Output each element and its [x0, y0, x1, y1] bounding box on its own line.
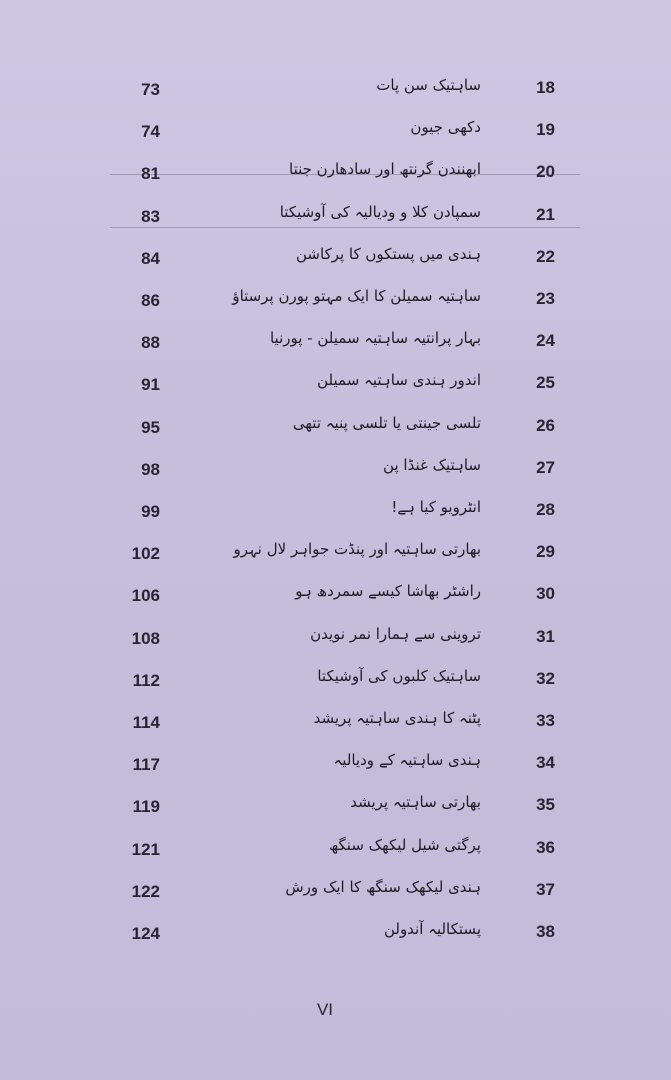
- toc-entry-number: 36: [536, 837, 555, 857]
- toc-page-number: 117: [132, 755, 160, 775]
- toc-page-number: 106: [131, 586, 160, 606]
- toc-entry: [0, 536, 671, 570]
- toc-entry-number: 18: [536, 78, 555, 97]
- toc-entry: [0, 410, 671, 444]
- toc-page-number: 99: [141, 502, 160, 521]
- toc-page-number: 119: [132, 797, 160, 817]
- toc-entry-number: 29: [536, 542, 555, 562]
- toc-entry: [0, 832, 671, 866]
- toc-title: دکھی جیون: [410, 118, 481, 137]
- toc-entry-number: 26: [536, 415, 555, 435]
- toc-entry-number: 28: [536, 500, 555, 519]
- toc-title: راشٹر بھاشا کیسے سمردھ ہو: [295, 582, 481, 601]
- toc-page-number: 102: [131, 544, 160, 564]
- toc-page-number: 114: [132, 713, 160, 732]
- toc-entry: [0, 199, 671, 233]
- toc-entry: [0, 663, 671, 697]
- toc-entry: [0, 452, 671, 486]
- toc-entry: [0, 705, 671, 739]
- toc-entry-number: 38: [536, 922, 555, 941]
- toc-page-number: 91: [141, 375, 160, 395]
- toc-entry-number: 23: [536, 289, 555, 308]
- toc-entry: [0, 241, 671, 275]
- toc-page-number: 83: [141, 206, 160, 226]
- toc-entry: [0, 789, 671, 823]
- toc-page-number: 122: [131, 881, 160, 901]
- toc-entry: [0, 747, 671, 781]
- toc-entry: [0, 114, 671, 148]
- toc-entry-number: 25: [536, 373, 555, 393]
- toc-title: ہندی ساہتیہ کے ودیالیہ: [333, 751, 481, 770]
- toc-entry: [0, 283, 671, 317]
- toc-title: بھارتی ساہتیہ اور پنڈت جواہر لال نہرو: [233, 540, 481, 559]
- toc-entry: [0, 621, 671, 655]
- toc-entry-number: 32: [536, 668, 555, 688]
- toc-entry-number: 21: [536, 204, 555, 224]
- toc-page-number: 86: [141, 291, 160, 310]
- toc-title: سمپادن کلا و ودیالیہ کی آوشیکتا: [279, 202, 481, 221]
- toc-entry-number: 35: [536, 795, 555, 815]
- page-folio: VI: [316, 1000, 334, 1019]
- toc-page-number: 124: [131, 924, 160, 943]
- toc-page-number: 73: [141, 80, 160, 99]
- toc-entry-number: 27: [536, 457, 555, 477]
- toc-entry-number: 34: [536, 753, 555, 773]
- toc-title: ساہتیک کلبوں کی آوشیکتا: [317, 666, 481, 685]
- toc-title: پرگتی شیل لیکھک سنگھ: [329, 835, 481, 854]
- toc-entry: [0, 494, 671, 528]
- toc-entry: [0, 325, 671, 359]
- toc-entry-number: 20: [536, 162, 555, 182]
- toc-page-number: 84: [141, 248, 160, 268]
- toc-title: ہندی لیکھک سنگھ کا ایک ورش: [285, 877, 481, 896]
- toc-title: تروینی سے ہمارا نمر نویدن: [310, 624, 481, 643]
- toc-entry-number: 30: [536, 584, 555, 604]
- toc-page-number: 121: [131, 839, 160, 859]
- toc-entry-number: 22: [536, 246, 555, 266]
- toc-title: ہندی میں پستکوں کا پرکاشن: [296, 244, 481, 263]
- toc-entry: [0, 916, 671, 950]
- toc-entry-number: 37: [536, 879, 555, 899]
- toc-entry: [0, 367, 671, 401]
- toc-title: بہار پرانتیہ ساہتیہ سمیلن - پورنیا: [269, 329, 481, 348]
- toc-entry-number: 24: [536, 331, 555, 351]
- toc-title: ابھنندن گرنتھ اور سادھارن جنتا: [289, 160, 481, 179]
- toc-entry-number: 31: [536, 626, 555, 646]
- toc-title: ساہتیک غنڈا پن: [383, 455, 481, 474]
- toc-page-number: 74: [141, 122, 160, 142]
- toc-title: ساہتیک سن پات: [376, 76, 481, 94]
- toc-entry: [0, 578, 671, 612]
- toc-title: انٹرویو کیا ہے!: [391, 498, 481, 516]
- toc-entry-number: 19: [536, 120, 555, 140]
- toc-entry-number: 33: [536, 711, 555, 730]
- toc-page-number: 88: [141, 333, 160, 353]
- toc-title: اندور ہندی ساہتیہ سمیلن: [317, 371, 481, 390]
- toc-page-number: 112: [132, 670, 160, 690]
- toc-page-number: 98: [141, 459, 160, 479]
- toc-page-number: 95: [141, 417, 160, 437]
- toc-entry: [0, 72, 671, 106]
- toc-entry: [0, 874, 671, 908]
- toc-title: ساہتیہ سمیلن کا ایک مہتو پورن پرستاؤ: [232, 287, 481, 305]
- toc-entry: [0, 156, 671, 190]
- toc-title: تلسی جینتی یا تلسی پنیہ تتھی: [292, 413, 481, 432]
- toc-page-number: 81: [141, 164, 160, 184]
- toc-page-number: 108: [131, 628, 160, 648]
- toc-title: پستکالیہ آندولن: [383, 920, 481, 938]
- toc-title: پٹنہ کا ہندی ساہتیہ پریشد: [313, 709, 481, 727]
- toc-title: بھارتی ساہتیہ پریشد: [350, 793, 481, 812]
